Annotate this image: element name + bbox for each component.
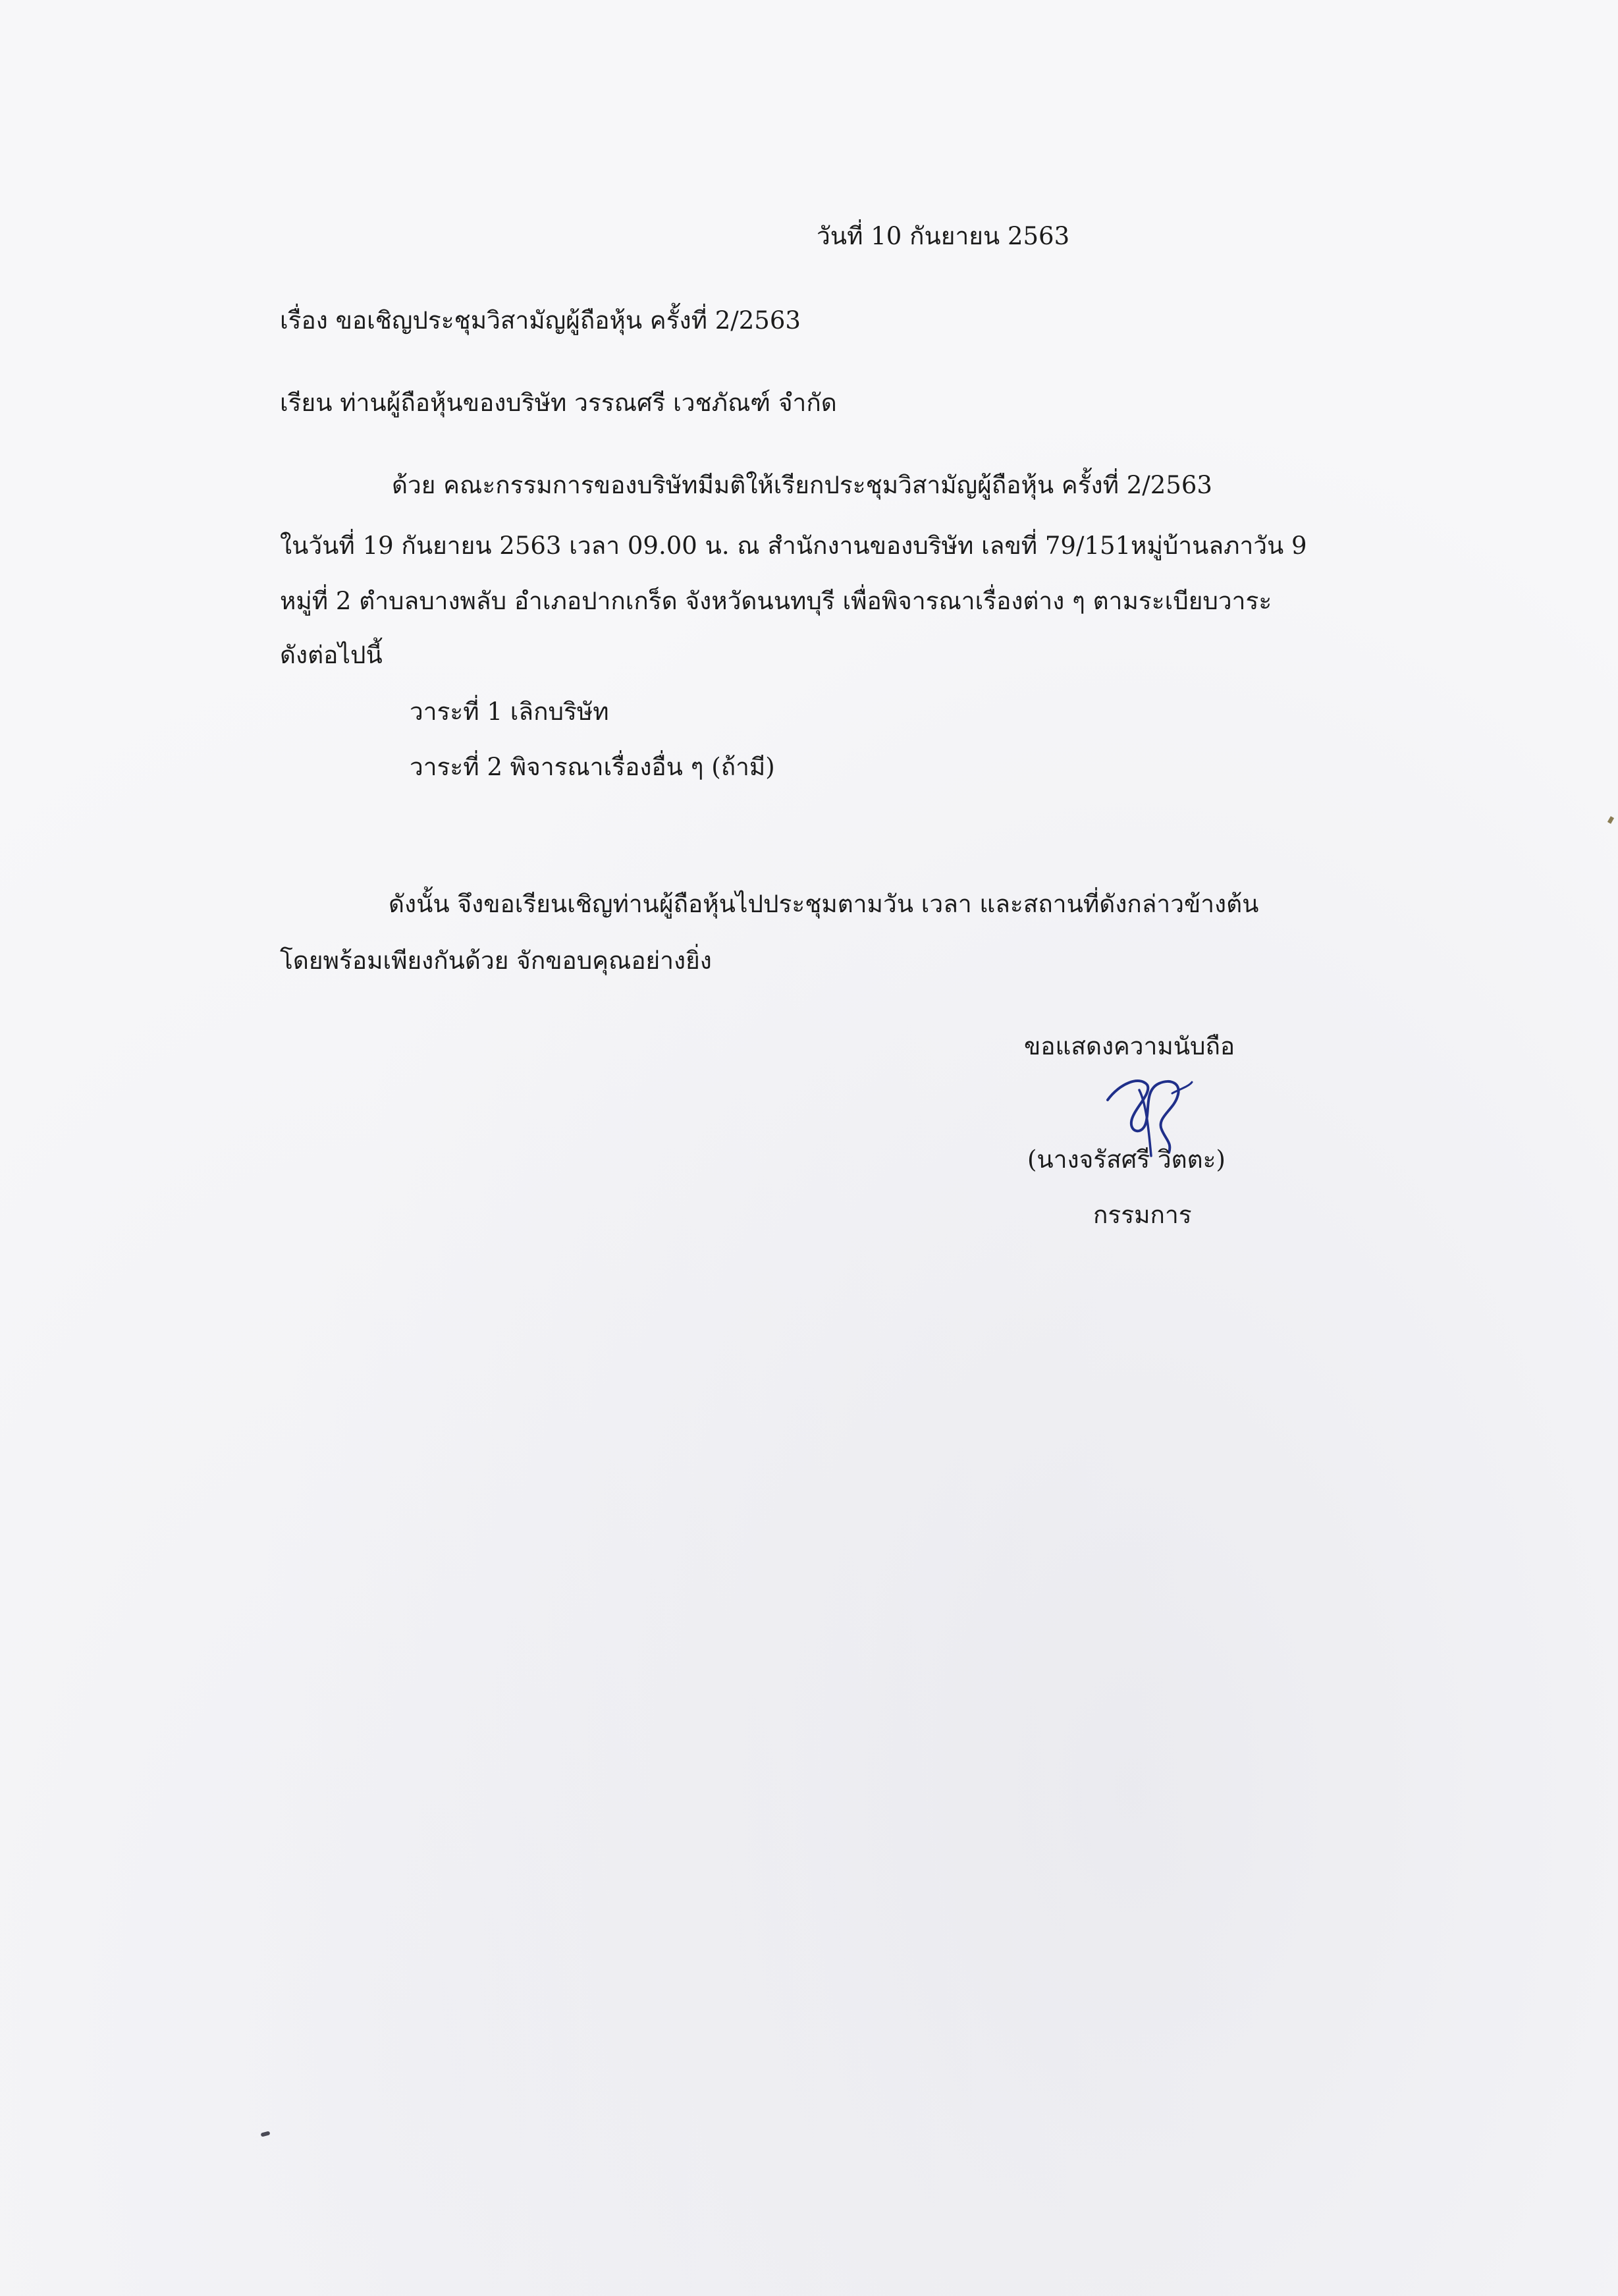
paper-speck — [260, 2131, 270, 2137]
signer-position: กรรมการ — [1093, 1201, 1192, 1229]
paper-speck — [1607, 816, 1614, 824]
paragraph-1-line: หมู่ที่ 2 ตำบลบางพลับ อำเภอปากเกร็ด จังหวัดนนทบุรี เพื่อพิจารณาเรื่องต่าง ๆ ตามระเบียบวาระ — [280, 587, 1272, 615]
signer-name: (นางจรัสศรี วิตตะ) — [1027, 1145, 1226, 1174]
letter-subject: เรื่อง ขอเชิญประชุมวิสามัญผู้ถือหุ้น ครั้งที่ 2/2563 — [280, 306, 801, 335]
letter-date: วันที่ 10 กันยายน 2563 — [817, 222, 1070, 250]
paragraph-1-line: ดังต่อไปนี้ — [280, 641, 383, 669]
letter-recipient: เรียน ท่านผู้ถือหุ้นของบริษัท วรรณศรี เวชภัณฑ์ จำกัด — [280, 389, 837, 417]
paragraph-1-line: ด้วย คณะกรรมการของบริษัทมีมติให้เรียกประชุมวิสามัญผู้ถือหุ้น ครั้งที่ 2/2563 — [392, 471, 1212, 499]
agenda-item-1: วาระที่ 1 เลิกบริษัท — [410, 697, 609, 726]
closing-salutation: ขอแสดงความนับถือ — [1024, 1032, 1235, 1060]
paragraph-1-line: ในวันที่ 19 กันยายน 2563 เวลา 09.00 น. ณ สำนักงานของบริษัท เลขที่ 79/151หมู่บ้านลภาวัน 9 — [280, 532, 1307, 560]
agenda-item-2: วาระที่ 2 พิจารณาเรื่องอื่น ๆ (ถ้ามี) — [410, 753, 775, 781]
paragraph-2-line: โดยพร้อมเพียงกันด้วย จักขอบคุณอย่างยิ่ง — [280, 946, 712, 975]
paragraph-2-line: ดังนั้น จึงขอเรียนเชิญท่านผู้ถือหุ้นไปประชุมตามวัน เวลา และสถานที่ดังกล่าวข้างต้น — [389, 890, 1259, 918]
